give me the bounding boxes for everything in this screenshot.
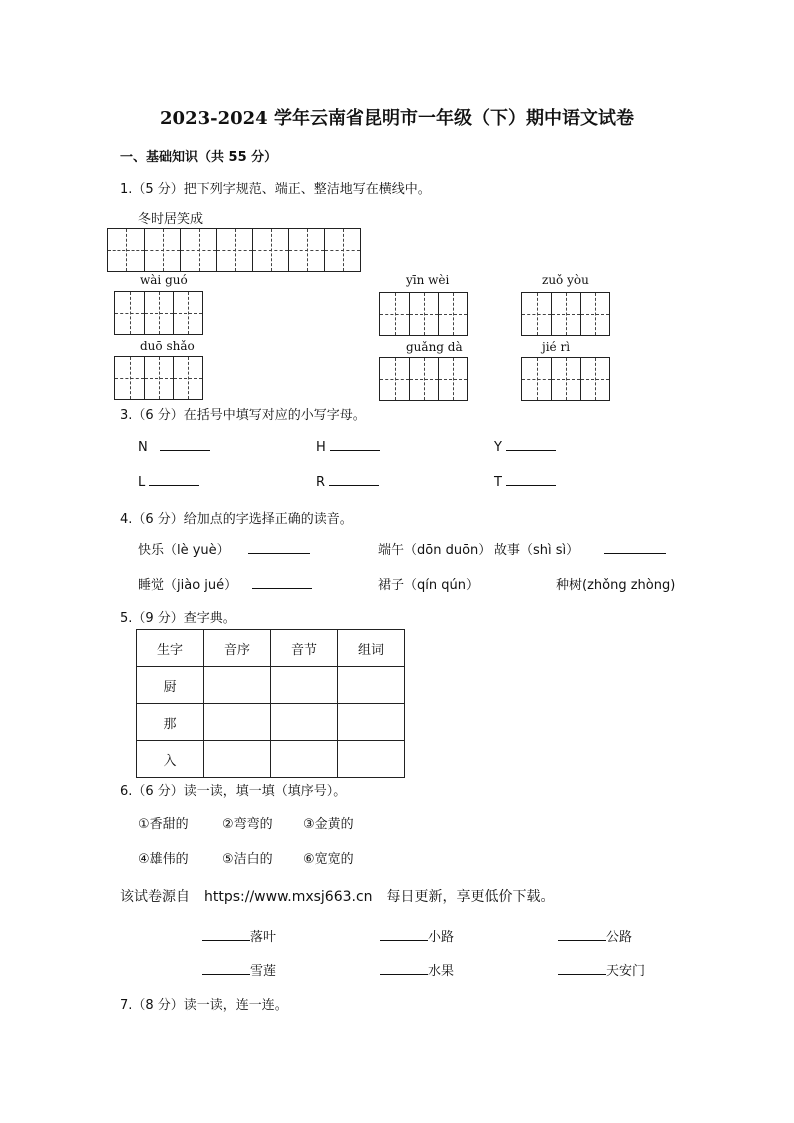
letter: Y <box>494 440 502 455</box>
letter-item <box>138 438 210 455</box>
table-cell-input[interactable] <box>271 704 338 741</box>
table-header: 组词 <box>338 630 405 667</box>
answer-blank[interactable] <box>506 438 556 451</box>
writing-cell[interactable] <box>115 357 144 399</box>
table-cell-input[interactable] <box>204 704 271 741</box>
fill-item <box>202 960 276 979</box>
writing-cell[interactable] <box>409 358 438 400</box>
table-cell-char: 厨 <box>137 667 204 704</box>
fill-item <box>380 926 454 945</box>
option-item: ②弯弯的 <box>222 817 273 832</box>
pinyin-grid[interactable] <box>114 356 203 400</box>
answer-blank[interactable] <box>160 438 210 451</box>
reading-item: 故事（shì sì） <box>494 543 580 558</box>
table-cell-char: 那 <box>137 704 204 741</box>
fill-item <box>558 926 632 945</box>
writing-cell[interactable] <box>522 293 551 335</box>
fill-item <box>202 926 276 945</box>
option-item: ⑥宽宽的 <box>303 852 354 867</box>
answer-blank[interactable] <box>329 473 379 486</box>
q1-characters: 冬时居笑成 <box>138 212 204 227</box>
pinyin-label: wài guó <box>140 273 188 287</box>
letter-item <box>494 438 556 455</box>
answer-blank[interactable] <box>330 438 380 451</box>
table-cell-input[interactable] <box>271 667 338 704</box>
reading-item: 睡觉（jiào jué） <box>138 578 238 593</box>
fill-word: 小路 <box>428 930 455 945</box>
table-cell-char: 入 <box>137 741 204 778</box>
table-row <box>137 667 405 704</box>
letter: T <box>494 475 502 490</box>
writing-cell[interactable] <box>522 358 551 400</box>
answer-blank[interactable] <box>380 962 428 975</box>
pinyin-label: zuǒ yòu <box>542 273 589 287</box>
table-row <box>137 704 405 741</box>
question-1: 1.（5 分）把下列字规范、端正、整洁地写在横线中。 <box>120 182 431 197</box>
letter-item <box>494 473 556 490</box>
letter-item <box>138 473 199 490</box>
q1-writing-grid[interactable] <box>107 228 361 272</box>
table-cell-input[interactable] <box>338 667 405 704</box>
table-cell-input[interactable] <box>338 704 405 741</box>
answer-blank[interactable] <box>558 962 606 975</box>
writing-cell[interactable] <box>115 292 144 334</box>
writing-cell[interactable] <box>180 229 216 271</box>
section-heading: 一、基础知识（共 55 分） <box>120 150 278 165</box>
writing-cell[interactable] <box>288 229 324 271</box>
table-cell-input[interactable] <box>204 667 271 704</box>
answer-blank[interactable] <box>558 928 606 941</box>
letter: L <box>138 475 146 490</box>
reading-item: 快乐（lè yuè） <box>138 543 230 558</box>
fill-word: 公路 <box>606 930 633 945</box>
pinyin-grid[interactable] <box>379 292 468 336</box>
pinyin-grid[interactable] <box>114 291 203 335</box>
reading-item: 种树(zhǒng zhòng) <box>556 578 676 593</box>
letter-item <box>316 473 379 490</box>
writing-cell[interactable] <box>252 229 288 271</box>
answer-blank[interactable] <box>149 473 199 486</box>
question-4: 4.（6 分）给加点的字选择正确的读音。 <box>120 512 353 527</box>
pinyin-grid[interactable] <box>521 292 610 336</box>
question-3: 3.（6 分）在括号中填写对应的小写字母。 <box>120 408 366 423</box>
option-item: ①香甜的 <box>138 817 189 832</box>
fill-word: 雪莲 <box>250 964 277 979</box>
fill-item <box>558 960 645 979</box>
answer-blank[interactable] <box>202 962 250 975</box>
table-row <box>137 741 405 778</box>
pinyin-label: guǎng dà <box>406 340 463 354</box>
letter: R <box>316 475 326 490</box>
writing-cell[interactable] <box>438 293 467 335</box>
letter: H <box>316 440 326 455</box>
table-cell-input[interactable] <box>271 741 338 778</box>
answer-blank[interactable] <box>506 473 556 486</box>
answer-blank[interactable] <box>380 928 428 941</box>
writing-cell[interactable] <box>438 358 467 400</box>
fill-word: 水果 <box>428 964 455 979</box>
pinyin-grid[interactable] <box>379 357 468 401</box>
answer-blank[interactable] <box>604 541 666 554</box>
option-item: ④雄伟的 <box>138 852 189 867</box>
writing-cell[interactable] <box>580 358 609 400</box>
writing-cell[interactable] <box>173 292 202 334</box>
pinyin-label: duō shǎo <box>140 339 195 353</box>
fill-word: 落叶 <box>250 930 277 945</box>
letter: N <box>138 440 148 455</box>
writing-cell[interactable] <box>144 357 173 399</box>
table-header: 音序 <box>204 630 271 667</box>
writing-cell[interactable] <box>173 357 202 399</box>
writing-cell[interactable] <box>380 293 409 335</box>
fill-item <box>380 960 454 979</box>
writing-cell[interactable] <box>144 292 173 334</box>
reading-item: 端午（dōn duōn） <box>378 543 492 558</box>
writing-cell[interactable] <box>108 229 144 271</box>
question-5: 5.（9 分）查字典。 <box>120 611 236 626</box>
table-header-row <box>137 630 405 667</box>
option-item: ③金黄的 <box>303 817 354 832</box>
table-cell-input[interactable] <box>204 741 271 778</box>
page-title: 2023-2024 学年云南省昆明市一年级（下）期中语文试卷 <box>160 108 634 129</box>
question-6: 6.（6 分）读一读，填一填（填序号）。 <box>120 784 347 799</box>
dictionary-table <box>136 629 405 778</box>
option-item: ⑤洁白的 <box>222 852 273 867</box>
answer-blank[interactable] <box>202 928 250 941</box>
answer-blank[interactable] <box>252 576 312 589</box>
table-cell-input[interactable] <box>338 741 405 778</box>
source-notice: 该试卷源自 https://www.mxsj663.cn 每日更新，享更低价下载。 <box>120 889 555 905</box>
table-header: 生字 <box>137 630 204 667</box>
pinyin-label: yīn wèi <box>406 273 450 287</box>
pinyin-grid[interactable] <box>521 357 610 401</box>
reading-item: 裙子（qín qún） <box>378 578 479 593</box>
writing-cell[interactable] <box>144 229 180 271</box>
table-header: 音节 <box>271 630 338 667</box>
writing-cell[interactable] <box>551 358 580 400</box>
writing-cell[interactable] <box>409 293 438 335</box>
letter-item <box>316 438 380 455</box>
answer-blank[interactable] <box>248 541 310 554</box>
writing-cell[interactable] <box>580 293 609 335</box>
writing-cell[interactable] <box>551 293 580 335</box>
fill-word: 天安门 <box>606 964 646 979</box>
writing-cell[interactable] <box>216 229 252 271</box>
pinyin-label: jié rì <box>542 340 571 354</box>
writing-cell[interactable] <box>380 358 409 400</box>
writing-cell[interactable] <box>324 229 360 271</box>
question-7: 7.（8 分）读一读，连一连。 <box>120 998 288 1013</box>
